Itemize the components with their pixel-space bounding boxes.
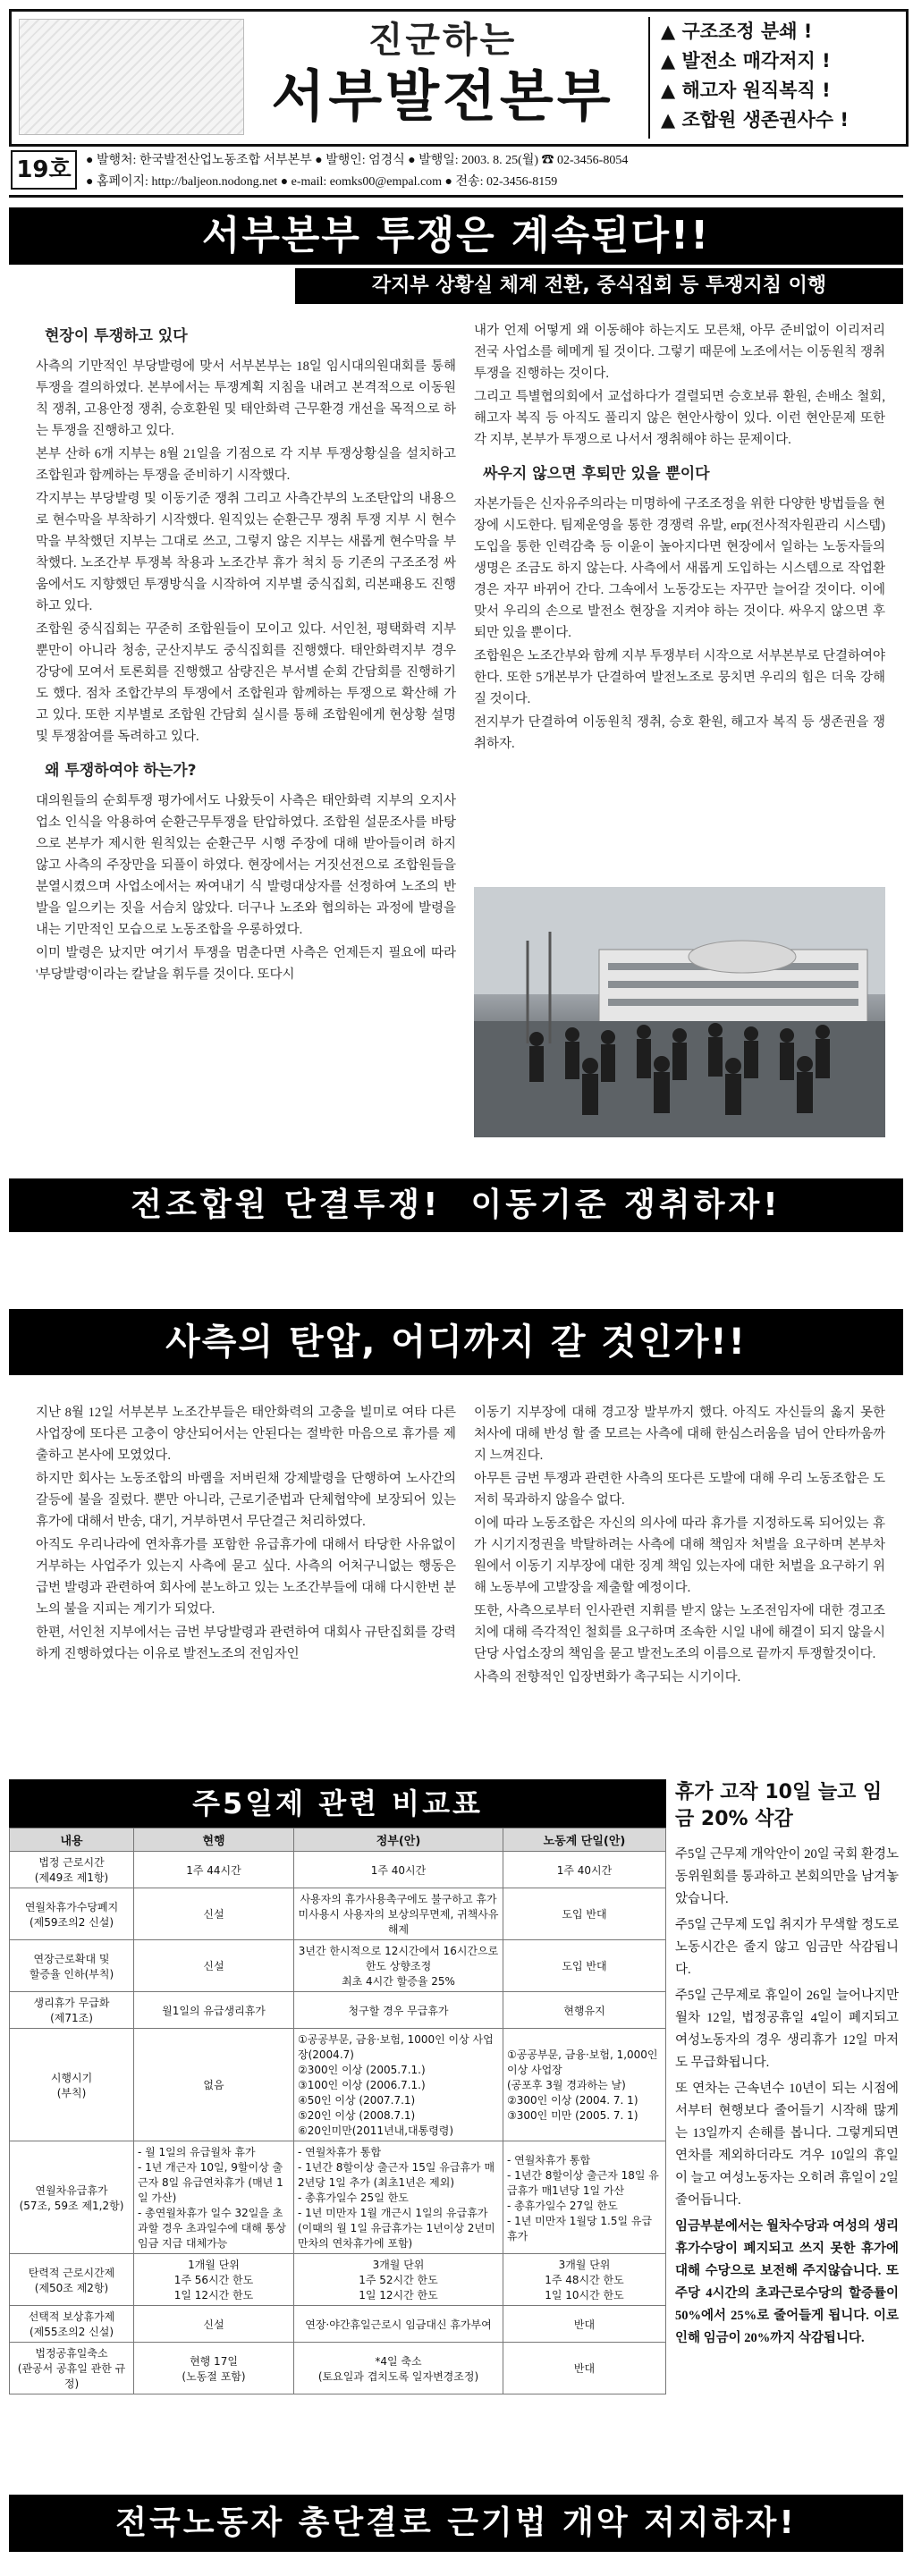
slogan: ▲ 발전소 매각저지 ! (661, 50, 831, 72)
table-cell: 3개월 단위 1주 52시간 한도 1일 12시간 한도 (294, 2254, 503, 2306)
table-cell: 현행유지 (503, 1992, 666, 2029)
table-cell: 반대 (503, 2343, 666, 2394)
table-row (10, 1888, 666, 1940)
issue-number: 19호 (11, 150, 77, 190)
row-label-cell: 연월차휴가수당폐지 (제59조의2 신설) (10, 1888, 134, 1940)
table-cell: 3년간 한시적으로 12시간에서 16시간으로 한도 상향조정 최초 4시간 할증율 25% (294, 1940, 503, 1992)
contact-line: ● 홈페이지: http://baljeon.nodong.net ● e-mail: eomks00@empal.com ● 전송: 02-3456-8159 (86, 175, 558, 189)
table-cell: - 연월차휴가 통합 - 1년간 8할이상 출근자 15일 유급휴가 매2년당 1일 추가 (최초1년은 제외) - 총휴가일수 25일 한도 - 1년 미만자 1월 개근시 1일의 유급휴가(이때의 월 1일 유급휴가는 1년이상 2년미만차의 연차휴가에 포함) (294, 2141, 503, 2254)
section-title: 현장이 투쟁하고 있다 (45, 327, 188, 345)
masthead-slogans (648, 17, 913, 139)
publisher-line: ● 발행처: 한국발전산업노동조합 서부본부 ● 발행인: 엄경식 ● 발행일: 2003. 8. 25(월) ☎ 02-3456-8054 (86, 154, 629, 167)
header-cell: 현행 (134, 1829, 294, 1852)
slogan: ▲ 해고자 원직복직 ! (661, 80, 831, 101)
rally-photo (474, 887, 885, 1137)
table-cell: 1주 44시간 (134, 1852, 294, 1888)
paragraph: 내가 언제 어떻게 왜 이동해야 하는지도 모른채, 아무 준비없이 이리저리 전국 사업소를 헤메게 될 것이다. 그렇기 때문에 노조에서는 이동원칙 쟁취 투쟁을 진행하는 것이다. (474, 324, 885, 381)
table-row (10, 2254, 666, 2306)
table-cell: 1개월 단위 1주 56시간 한도 1일 12시간 한도 (134, 2254, 294, 2306)
table-row (10, 1992, 666, 2029)
paragraph: 대의원들의 순회투쟁 평가에서도 나왔듯이 사측은 태안화력 지부의 오지사업소 인식을 악용하여 순환근무투쟁을 탄압하였다. 조합원 설문조사를 바탕으로 본부가 제시한 원칙있는 순환근무 시행 주장에 대해 받아들이려 하지 않고 사측의 주장만을 되풀이 하였다. 현장에서는 거짓선전으로 조합원들을 분열시켰으며 사업소에서는 짜여내기 식 발령대상자를 선정하여 노조의 반발을 일으키는 짓을 서슴치 않았다. 더구나 노조와 협의하는 과정에 발령을 내는 기만적인 모습으로 노동조합을 우롱하였다. (36, 794, 456, 937)
masthead-subtitle: 진군하는 (368, 20, 518, 61)
table-header-row (10, 1829, 666, 1852)
masthead (9, 9, 909, 147)
bold-paragraph: 임금부분에서는 월차수당과 여성의 생리휴가수당이 폐지되고 쓰지 못한 휴가에 대해 수당으로 보전해 주지않습니다. 또 주당 4시간의 초과근로수당의 할증률이 50%에서 25%로 줄어들게 됩니다. 이로인해 임금이 20%까지 삭감됩니다. (675, 2219, 899, 2345)
table-cell: 신설 (134, 1888, 294, 1940)
paragraph: 한편, 서인천 지부에서는 금번 부당발령과 관련하여 대회사 규탄집회를 강력하게 진행하였다는 이유로 발전노조의 전임자인 (36, 1626, 456, 1661)
table-cell: 도입 반대 (503, 1940, 666, 1992)
paragraph: 아무튼 금번 투쟁과 관련한 사측의 또다른 도발에 대해 우리 노동조합은 도저히 묵과하지 않을수 없다. (474, 1472, 885, 1508)
row-label-cell: 법정 근로시간 (제49조 제1항) (10, 1852, 134, 1888)
sidebar-title: 휴가 고작 10일 늘고 임금 20% 삭감 (675, 1781, 883, 1830)
table-cell: 연장·야간휴일근로시 임금대신 휴가부여 (294, 2306, 503, 2343)
table-cell: 현행 17일 (노동절 포함) (134, 2343, 294, 2394)
row-label-cell: 선택적 보상휴가제 (제55조의2 신설) (10, 2306, 134, 2343)
table-cell: 3개월 단위 1주 48시간 한도 1일 10시간 한도 (503, 2254, 666, 2306)
article2-right-column (474, 1402, 885, 1760)
table-cell: 반대 (503, 2306, 666, 2343)
table-cell: 1주 40시간 (503, 1852, 666, 1888)
solidarity-banner: 전조합원 단결투쟁! 이동기준 쟁취하자! (9, 1178, 903, 1232)
table-cell: 월1일의 유급생리휴가 (134, 1992, 294, 2029)
paragraph: 그리고 특별협의회에서 교섭하다가 결렬되면 승호보류 환원, 손배소 철회, 해고자 복직 등 아직도 풀리지 않은 현안사항이 있다. 이런 현안문제 또한 각 지부, 본부가 투쟁으로 나서서 쟁취해야 하는 문제이다. (474, 390, 885, 447)
row-label-cell: 생리휴가 무급화 (제71조) (10, 1992, 134, 2029)
table-row (10, 2343, 666, 2394)
paragraph: 주5일 근무제 개악안이 20일 국회 환경노동위원회를 통과하고 본회의만을 남겨놓았습니다. (675, 1847, 899, 1906)
slogan: ▲ 구조조정 분쇄 ! (661, 21, 813, 42)
header-cell: 내용 (10, 1829, 134, 1852)
table-title: 주5일제 관련 비교표 (9, 1779, 666, 1828)
masthead-illustration (19, 19, 244, 135)
table-cell: ①공공부문, 금융·보험, 1,000인 이상 사업장 (공포후 3월 경과하는 날) ②300인 이상 (2004. 7. 1) ③300인 미만 (2005. 7. 1) (503, 2029, 666, 2141)
rally-photo-illustration (474, 887, 885, 1137)
table-row (10, 2306, 666, 2343)
table-cell: 청구할 경우 무급휴가 (294, 1992, 503, 2029)
paragraph: 주5일 근무제 도입 취지가 무색할 정도로 노동시간은 줄지 않고 임금만 삭감됩니다. (675, 1918, 899, 1977)
paragraph: 이미 발령은 났지만 여기서 투쟁을 멈춘다면 사측은 언제든지 필요에 따라 '부당발령'이라는 칼날을 휘두를 것이다. 또다시 (36, 946, 456, 982)
paragraph: 또한, 사측으로부터 인사관련 지휘를 받지 않는 노조전임자에 대한 경고조치에 대해 즉각적인 철회를 요구하며 조속한 시일 내에 해결이 되지 않을시 단당 사업소장의 책임을 묻고 발전노조의 이름으로 끝까지 투쟁할것이다. (474, 1604, 885, 1661)
paragraph: 지난 8월 12일 서부본부 노조간부들은 태안화력의 고충을 빌미로 여타 다른 사업장에 또다른 고충이 양산되어서는 안된다는 절박한 마음으로 휴가를 제출하고 본사에 모였었다. (36, 1406, 456, 1463)
section-title: 싸우지 않으면 후퇴만 있을 뿐이다 (483, 465, 710, 483)
table-cell: 신설 (134, 1940, 294, 1992)
article1-headline: 서부본부 투쟁은 계속된다!! (9, 207, 903, 265)
paragraph: 본부 산하 6개 지부는 8월 21일을 기점으로 각 지부 투쟁상황실을 설치하고 조합원과 함께하는 투쟁을 준비하기 시작했다. (36, 447, 456, 483)
table-cell: 사용자의 휴가사용촉구에도 불구하고 휴가미사용시 사용자의 보상의무면제, 귀책사유해제 (294, 1888, 503, 1940)
comparison-table-block (9, 1779, 666, 2477)
masthead-title-block (246, 17, 639, 139)
row-label-cell: 연장근로확대 및 할증율 인하(부칙) (10, 1940, 134, 1992)
publication-info (9, 145, 903, 198)
paragraph: 아직도 우리나라에 연차휴가를 포함한 유급휴가에 대해서 타당한 사유없이 거부하는 사업주가 있는지 사측에 묻고 싶다. 사측의 어처구니없는 행동은 급번 발령과 관련하여 회사에 분노하고 있는 노조간부들에 대해 다시한번 분노의 불을 지피는 계기가 되었다. (36, 1538, 456, 1617)
bottom-banner: 전국노동자 총단결로 근기법 개악 저지하자! (9, 2495, 903, 2552)
table-cell: *4일 축소 (토요일과 겹치도록 일자변경조정) (294, 2343, 503, 2394)
row-label-cell: 연월차유급휴가 (57조, 59조 제1,2항) (10, 2141, 134, 2254)
slogan: ▲ 조합원 생존권사수 ! (661, 109, 849, 131)
paragraph: 사측의 기만적인 부당발령에 맞서 서부본부는 18일 임시대의원대회를 통해 투쟁을 결의하였다. 본부에서는 투쟁계획 지침을 내려고 본격적으로 이동원칙 쟁취, 고용안정 쟁취, 승호환원 및 태안화력 근무환경 개선을 목적으로 하는 투쟁을 진행하고 있다. (36, 359, 456, 438)
table-row (10, 2141, 666, 2254)
article1-left-column (36, 320, 456, 1152)
row-label-cell: 법정공휴일축소 (관공서 공휴일 관한 규정) (10, 2343, 134, 2394)
table-cell: - 연월차휴가 통합 - 1년간 8할이상 출근자 18일 유급휴가 매1년당 1일 가산 - 총휴가일수 27일 한도 - 1년 미만자 1월당 1.5일 유급휴가 (503, 2141, 666, 2254)
sidebar-text (675, 1844, 899, 2350)
paragraph: 또 연차는 근속년수 10년이 되는 시점에서부터 현행보다 줄어들기 시작해 많게는 13일까지 손해를 봅니다. 그렇게되면 연차를 제외하더라도 겨우 10일의 휴일이 늘고 여성노동자는 오히려 휴일이 2일 줄어듭니다. (675, 2082, 899, 2208)
header-cell: 노동계 단일(안) (503, 1829, 666, 1852)
table-cell: 신설 (134, 2306, 294, 2343)
paragraph: 주5일 근무제로 휴일이 26일 늘어나지만 월차 12일, 법정공휴일 4일이 폐지되고 여성노동자의 경우 생리휴가 12일 마저도 무급화됩니다. (675, 1989, 899, 2070)
article1-right-column (474, 320, 885, 821)
masthead-title: 서부발전본부 (271, 63, 614, 129)
paragraph: 조합원 중식집회는 꾸준히 조합원들이 모이고 있다. 서인천, 평택화력 지부 뿐만이 아니라 청송, 군산지부도 중식집회를 진행했다. 태안화력지부 경우 강당에 모여서 토론회를 진행했고 삼량진은 부서별 순회 간담회를 진행하기도 했다. 점차 조합간부의 투쟁에서 조합원과 함께하는 투쟁으로 확산해 가고 있다. 또한 지부별로 조합원 간담회 실시를 통해 조합원에게 현상황 설명 및 투쟁참여를 독려하고 있다. (36, 622, 456, 744)
paragraph: 자본가들은 신자유주의라는 미명하에 구조조정을 위한 다양한 방법들을 현장에 시도한다. 팀제운영을 통한 경쟁력 유발, erp(전사적자원관리 시스템)도입을 통한 인력감축 등 이윤이 높아지다면 현장에서 일하는 노동자들의 생명은 조금도 하지 않는다. 사측에서 새롭게 도입하는 시스템으로 작업환경은 자꾸 바뀌어 간다. 그속에서 노동강도는 자꾸만 늘어갈 것이다. 이에 맞서 우리의 손으로 발전소 현장을 지켜야 하는 것이다. 싸우지 않으면 후퇴만 있을 뿐이다. (474, 497, 885, 640)
row-label-cell: 탄력적 근로시간제 (제50조 제2항) (10, 2254, 134, 2306)
sidebar-article (675, 1779, 899, 2477)
paragraph: 전지부가 단결하여 이동원칙 쟁취, 승호 환원, 해고자 복직 등 생존권을 쟁취하자. (474, 715, 885, 751)
paragraph: 조합원은 노조간부와 함께 지부 투쟁부터 시작으로 서부본부로 단결하여야 한다. 또한 5개본부가 단결하여 발전노조로 뭉치면 우리의 힘은 더욱 강해질 것이다. (474, 649, 885, 706)
table-row (10, 1852, 666, 1888)
table-cell: 1주 40시간 (294, 1852, 503, 1888)
article1-subheadline: 각지부 상황실 체계 전환, 중식집회 등 투쟁지침 이행 (295, 268, 903, 304)
table-row (10, 2029, 666, 2141)
table-cell: 없음 (134, 2029, 294, 2141)
paragraph: 사측의 전향적인 입장변화가 촉구되는 시기이다. (474, 1670, 741, 1685)
article2-headline: 사측의 탄압, 어디까지 갈 것인가!! (9, 1309, 903, 1375)
row-label-cell: 시행시기 (부칙) (10, 2029, 134, 2141)
table-cell: ①공공부문, 금융·보험, 1000인 이상 사업장(2004.7) ②300인 이상 (2005.7.1.) ③100인 이상 (2006.7.1.) ④50인 이상 (2007.7.1) ⑤20인 이상 (2008.7.1) ⑥20인미만(2011년내,대통령령) (294, 2029, 503, 2141)
comparison-table (9, 1828, 666, 2394)
header-cell: 정부(안) (294, 1829, 503, 1852)
table-row (10, 1940, 666, 1992)
table-cell: - 월 1일의 유급월차 휴가 - 1년 개근자 10일, 9할이상 출근자 8일 유급연차휴가 (매년 1일 가산) - 총연월차휴가 일수 32일을 초과할 경우 초과일수에 대해 통상임금 지급 대체가능 (134, 2141, 294, 2254)
paragraph: 이동기 지부장에 대해 경고장 발부까지 했다. 아직도 자신들의 옳지 못한 처사에 대해 반성 할 줄 모르는 사측에 대해 한심스러움을 넘어 안타까움까지 느껴진다. (474, 1406, 885, 1463)
paragraph: 이에 따라 노동조합은 자신의 의사에 따라 휴가를 지정하도록 되어있는 휴가 시기지정권을 박탈하려는 사측에 대해 책임자 처벌을 요구하며 본부차원에서 이동기 지부장에 대한 징계 책임 있는자에 대한 처벌을 요구하기 위해 노동부에 고발장을 제출할 예정이다. (474, 1516, 885, 1595)
section-title: 왜 투쟁하여야 하는가? (45, 762, 197, 780)
paragraph: 하지만 회사는 노동조합의 바램을 저버린채 강제발령을 단행하여 노사간의 갈등에 불을 질렀다. 뿐만 아니라, 근로기준법과 단체협약에 보장되어 있는 휴가에 대해서 반송, 대기, 거부하면서 무단결근 처리하였다. (36, 1472, 456, 1529)
paragraph: 각지부는 부당발령 및 이동기준 쟁취 그리고 사측간부의 노조탄압의 내용으로 현수막을 부착하기 시작했다. 원직있는 순환근무 쟁취 투쟁 지부 시 현수막을 부착했던 지부는 그대로 쓰고, 그렇지 않은 지부는 새롭게 현수막을 부착했다. 노조간부 투쟁복 착용과 노조간부 휴가 척치 등 기존의 구조조정 싸움에서도 지향했던 투쟁방식을 시작하여 지부별 중식집회, 리본패용도 진행하고 있다. (36, 492, 456, 613)
article2-left-column (36, 1402, 456, 1760)
table-cell: 도입 반대 (503, 1888, 666, 1940)
